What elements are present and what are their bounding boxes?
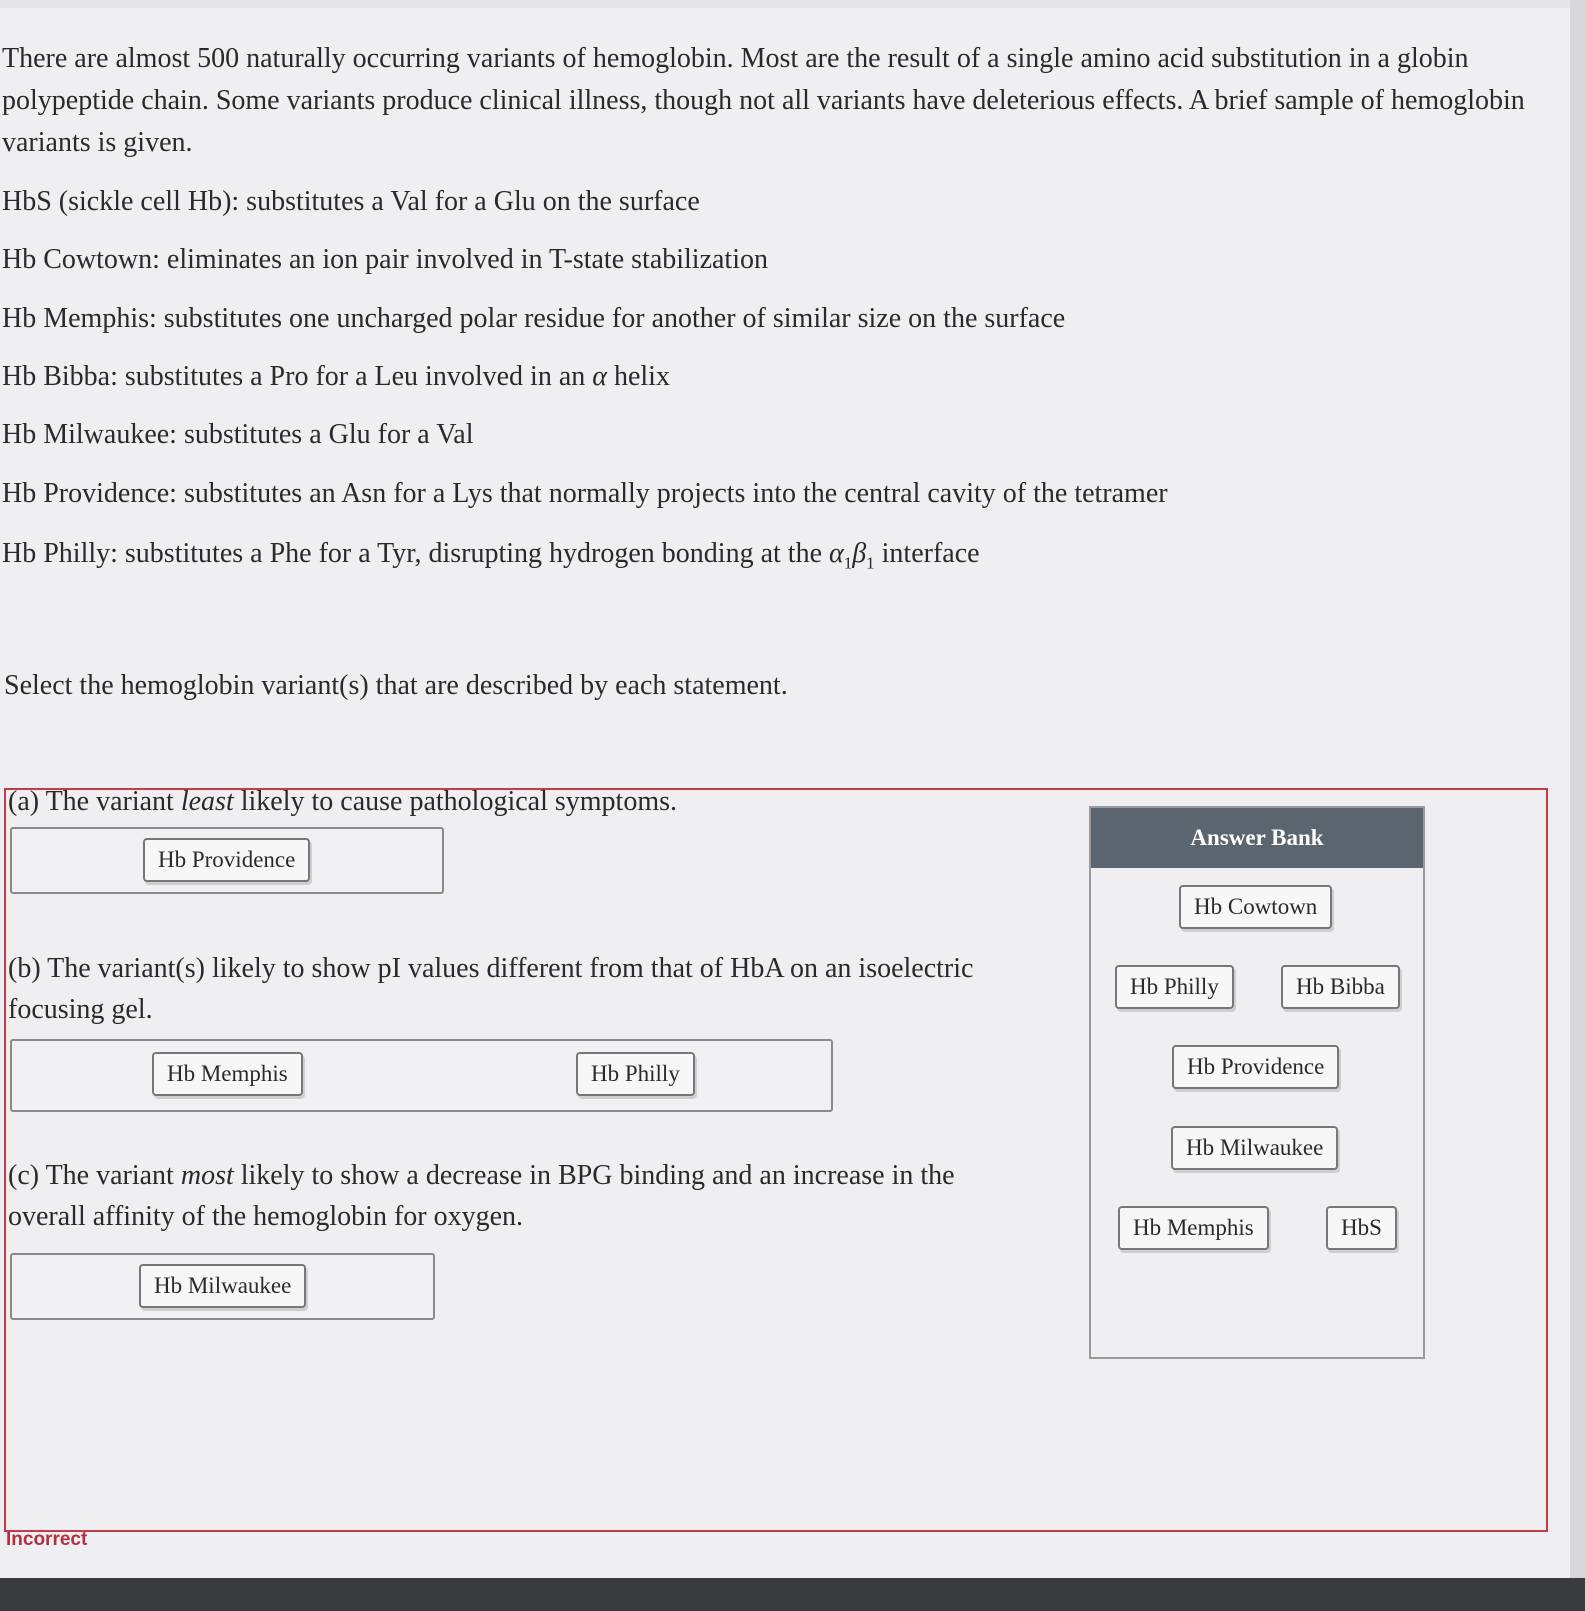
variant-bibba-tail: helix [606, 361, 670, 392]
question-a-emphasis: least [180, 786, 234, 817]
bank-chip-bibba[interactable]: Hb Bibba [1281, 965, 1400, 1009]
beta-symbol: β [852, 538, 867, 569]
question-c-suffix: likely to show a decrease in BPG binding and an increase in the overall affinity of the hemoglobin for oxygen. [8, 1160, 955, 1232]
question-page [0, 8, 1570, 1578]
bank-chip-hbs[interactable]: HbS [1326, 1206, 1397, 1250]
question-b-label: (b) The variant(s) likely to show pI values different from that of HbA on an isoelectric focusing gel. [8, 953, 974, 1025]
dropzone-a[interactable] [10, 827, 444, 894]
alpha-symbol: α [592, 361, 607, 392]
intro-paragraph: There are almost 500 naturally occurring variants of hemoglobin. Most are the result of a single amino acid substitution in a globin polypeptide chain. Some variants produce clinical illness, though not all variants have deleterious effects. A brief sample of hemoglobin variants is given. [2, 43, 1525, 158]
question-a-prefix: (a) The variant [8, 786, 181, 817]
bottom-bar [0, 1578, 1585, 1611]
bank-chip-milwaukee[interactable]: Hb Milwaukee [1171, 1126, 1338, 1170]
alpha-subscript: 1 [843, 553, 853, 573]
variant-cowtown: Hb Cowtown: eliminates an ion pair involved in T-state stabilization [2, 244, 768, 275]
dropzone-c[interactable] [10, 1253, 435, 1320]
question-c-emphasis: most [180, 1160, 234, 1191]
alpha-symbol: α [829, 538, 844, 569]
status-incorrect: Incorrect [6, 1529, 88, 1550]
bank-chip-cowtown[interactable]: Hb Cowtown [1179, 885, 1332, 929]
variant-philly-text: Hb Philly: substitutes a Phe for a Tyr, disrupting hydrogen bonding at the [2, 538, 822, 569]
answer-chip[interactable]: Hb Milwaukee [139, 1264, 306, 1308]
bank-chip-memphis[interactable]: Hb Memphis [1118, 1206, 1269, 1250]
variant-memphis: Hb Memphis: substitutes one uncharged polar residue for another of similar size on the surface [2, 303, 1066, 334]
variant-bibba-text: Hb Bibba: substitutes a Pro for a Leu involved in an [2, 361, 586, 392]
question-a-suffix: likely to cause pathological symptoms. [233, 786, 677, 817]
variant-hbs: HbS (sickle cell Hb): substitutes a Val for a Glu on the surface [2, 186, 700, 217]
answer-bank [1089, 806, 1425, 1359]
bank-chip-philly[interactable]: Hb Philly [1115, 965, 1234, 1009]
scrollbar[interactable] [1570, 0, 1585, 1578]
variant-milwaukee: Hb Milwaukee: substitutes a Glu for a Val [2, 419, 474, 450]
variant-bibba [2, 361, 670, 393]
bank-chip-providence[interactable]: Hb Providence [1172, 1045, 1339, 1089]
answer-chip[interactable]: Hb Memphis [152, 1052, 303, 1096]
variant-philly [2, 538, 980, 574]
dropzone-b[interactable] [10, 1039, 833, 1112]
instruction-text: Select the hemoglobin variant(s) that are described by each statement. [4, 670, 788, 701]
question-a-label [8, 781, 677, 822]
variant-philly-tail: interface [874, 538, 980, 569]
answer-chip[interactable]: Hb Providence [143, 838, 310, 882]
answer-bank-title: Answer Bank [1091, 808, 1423, 868]
variant-providence: Hb Providence: substitutes an Asn for a Lys that normally projects into the central cavity of the tetramer [2, 478, 1168, 509]
question-c-prefix: (c) The variant [8, 1160, 181, 1191]
question-c-label [8, 1155, 983, 1237]
answer-chip[interactable]: Hb Philly [576, 1052, 695, 1096]
beta-subscript: 1 [866, 553, 875, 573]
